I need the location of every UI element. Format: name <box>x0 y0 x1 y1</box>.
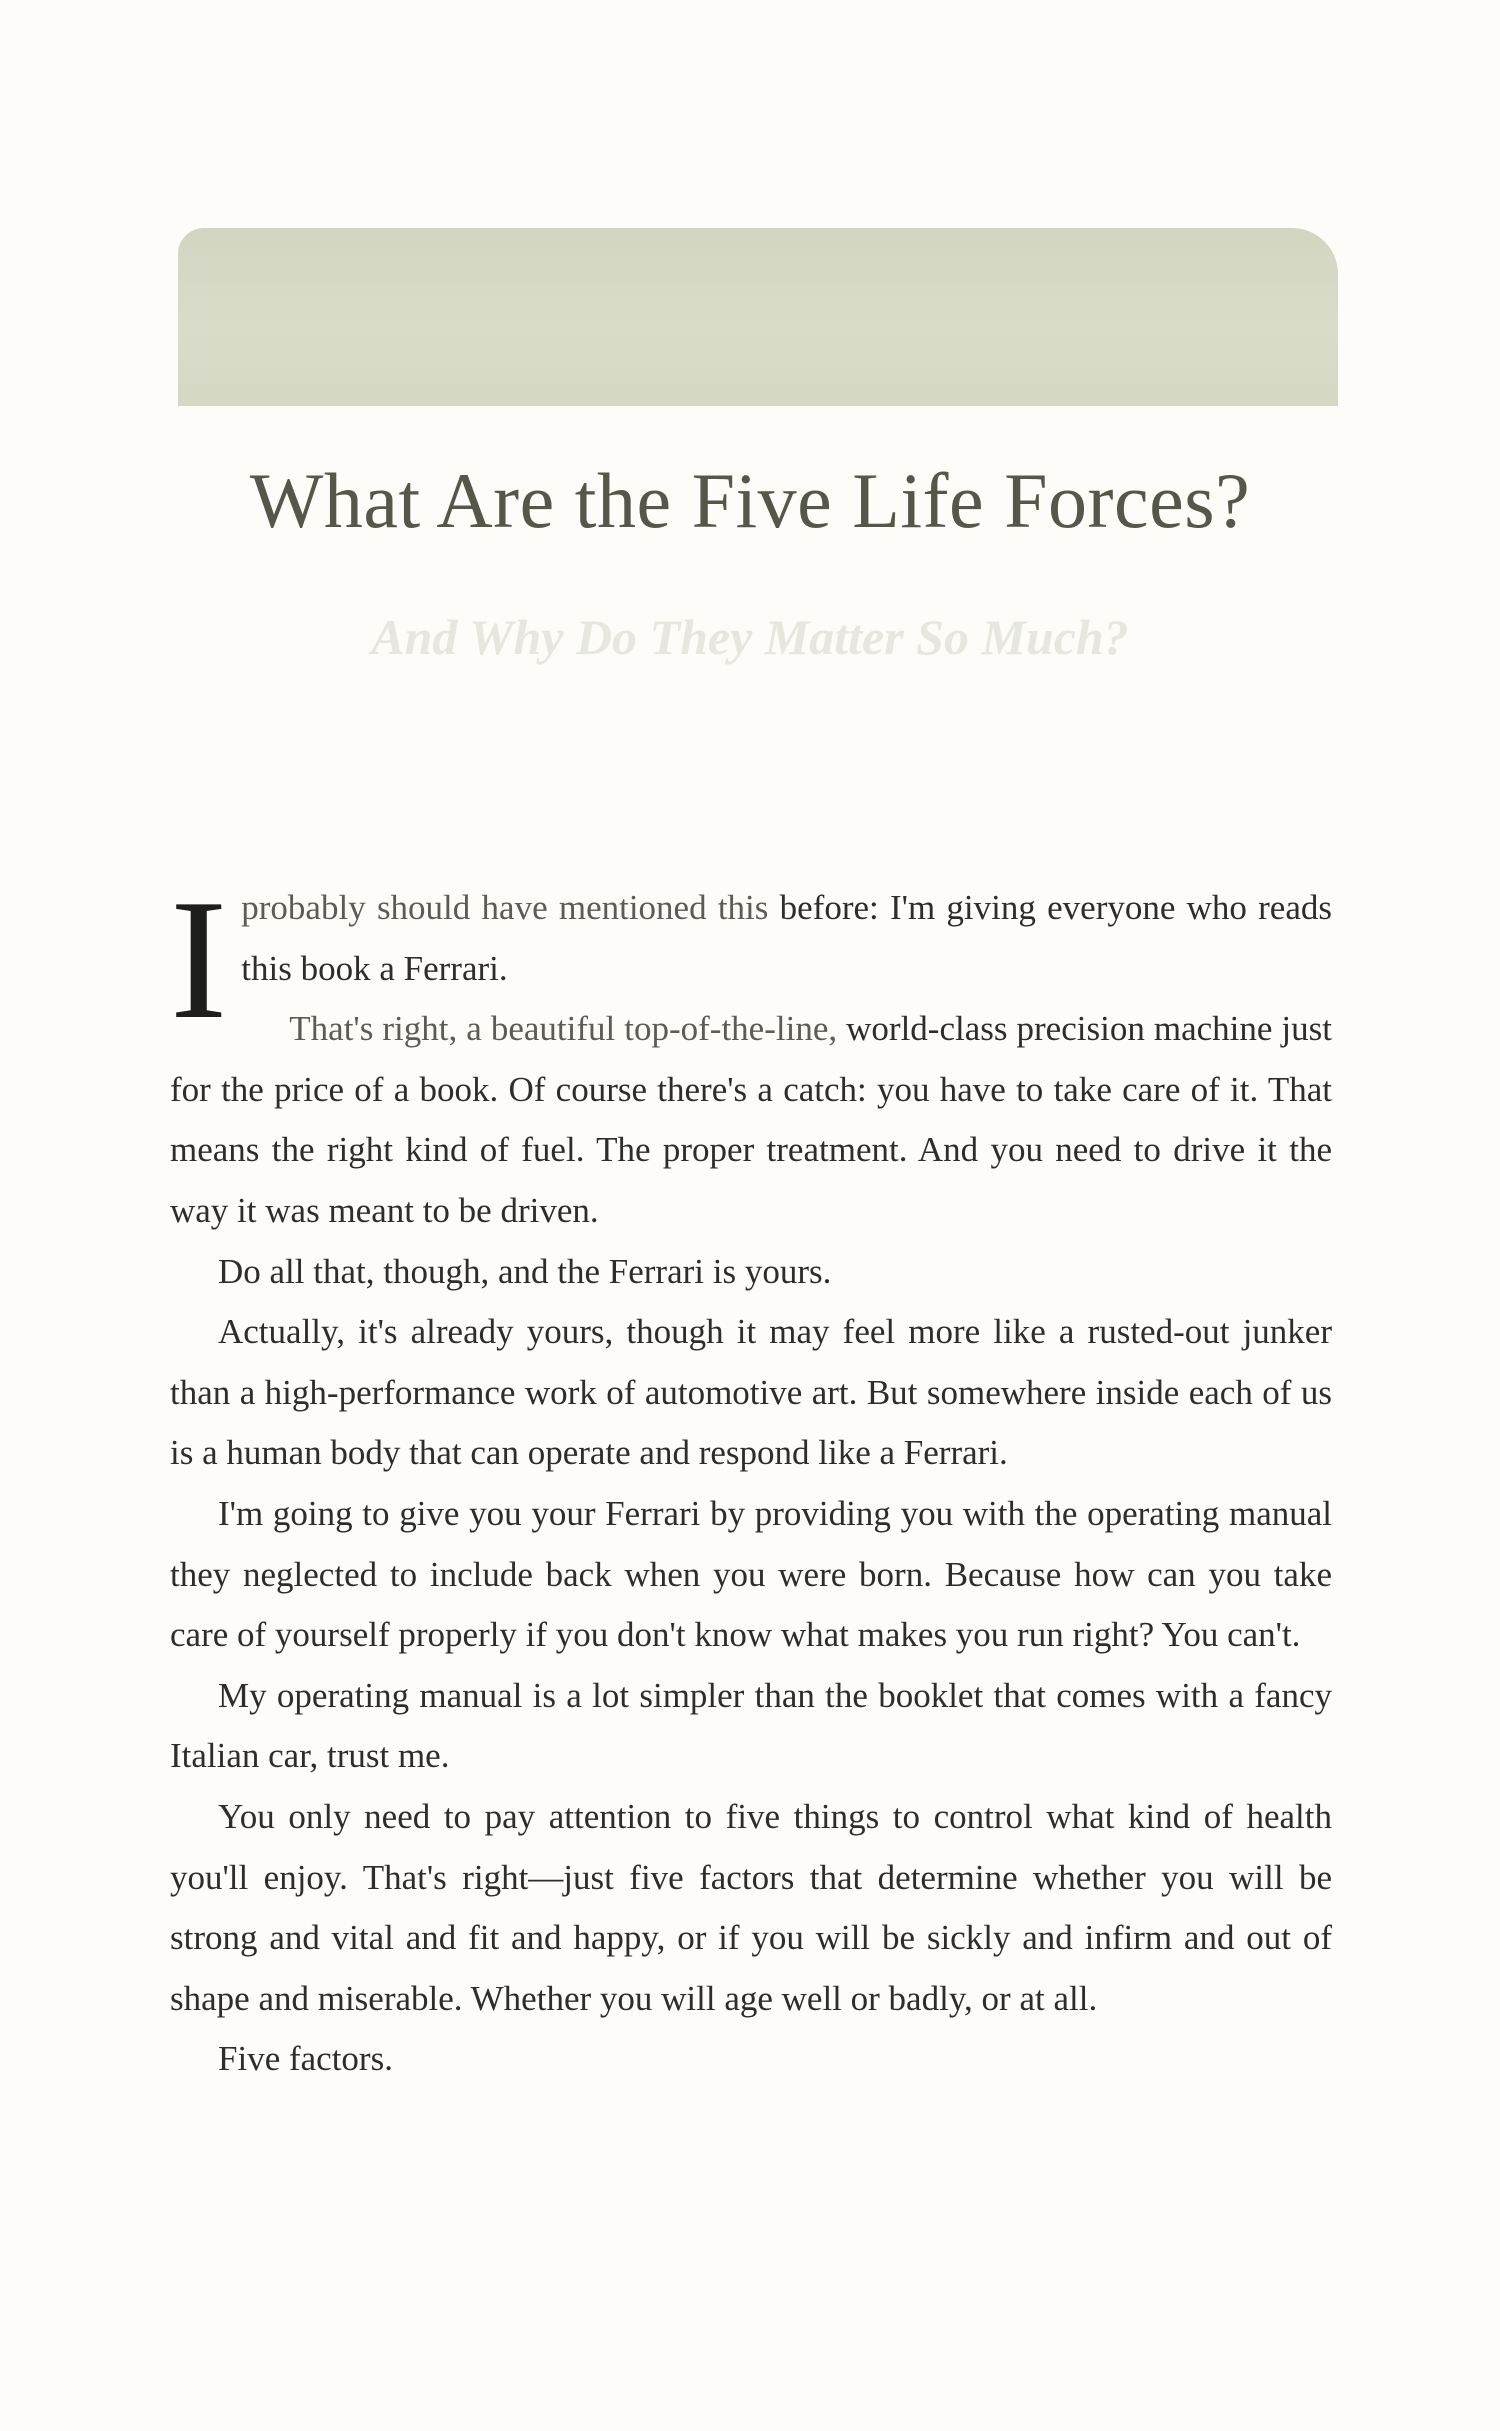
paragraph-1-lead: probably should have mentioned this <box>241 888 769 927</box>
chapter-header-band <box>178 228 1338 406</box>
paragraph-2-text: world-class precision machine just for the price of a book. Of course there's a catch: you have to take care of it. That means the right kind of fuel. The proper treatment. And you need to drive it the way it was meant to be driven. <box>170 1009 1333 1230</box>
chapter-subtitle: And Why Do They Matter So Much? <box>371 609 1129 665</box>
paragraph-3: Do all that, though, and the Ferrari is yours. <box>218 1251 832 1291</box>
paragraph-2-lead: That's right, a beautiful top-of-the-line, <box>289 1009 838 1049</box>
chapter-body <box>170 865 1333 2090</box>
chapter-title: What Are the Five Life Forces? <box>249 457 1251 544</box>
paragraph-5: I'm going to give you your Ferrari by providing you with the operating manual they neglected to include back when you were born. Because how can you take care of yourself properly if you don't know what makes you run right? You can't. <box>170 1493 1332 1655</box>
paragraph-6: My operating manual is a lot simpler than the booklet that comes with a fancy Italian car, trust me. <box>170 1675 1332 1776</box>
paragraph-2 <box>170 999 1332 1241</box>
paragraph-7: You only need to pay attention to five things to control what kind of health you'll enjoy. That's right—just five factors that determine whether you will be strong and vital and fit and happy, or if you will be sickly and infirm and out of shape and miserable. Whether you will age well or badly, or at all. <box>170 1796 1332 2018</box>
paragraph-1-text: before: I'm giving everyone who reads this book a Ferrari. <box>241 888 1332 988</box>
paragraph-8: Five factors. <box>218 2039 393 2079</box>
drop-cap: I <box>170 865 228 1055</box>
paragraph-4: Actually, it's already yours, though it may feel more like a rusted-out junker than a high-performance work of automotive art. But somewhere inside each of us is a human body that can operate and respond like a Ferrari. <box>170 1312 1332 1473</box>
